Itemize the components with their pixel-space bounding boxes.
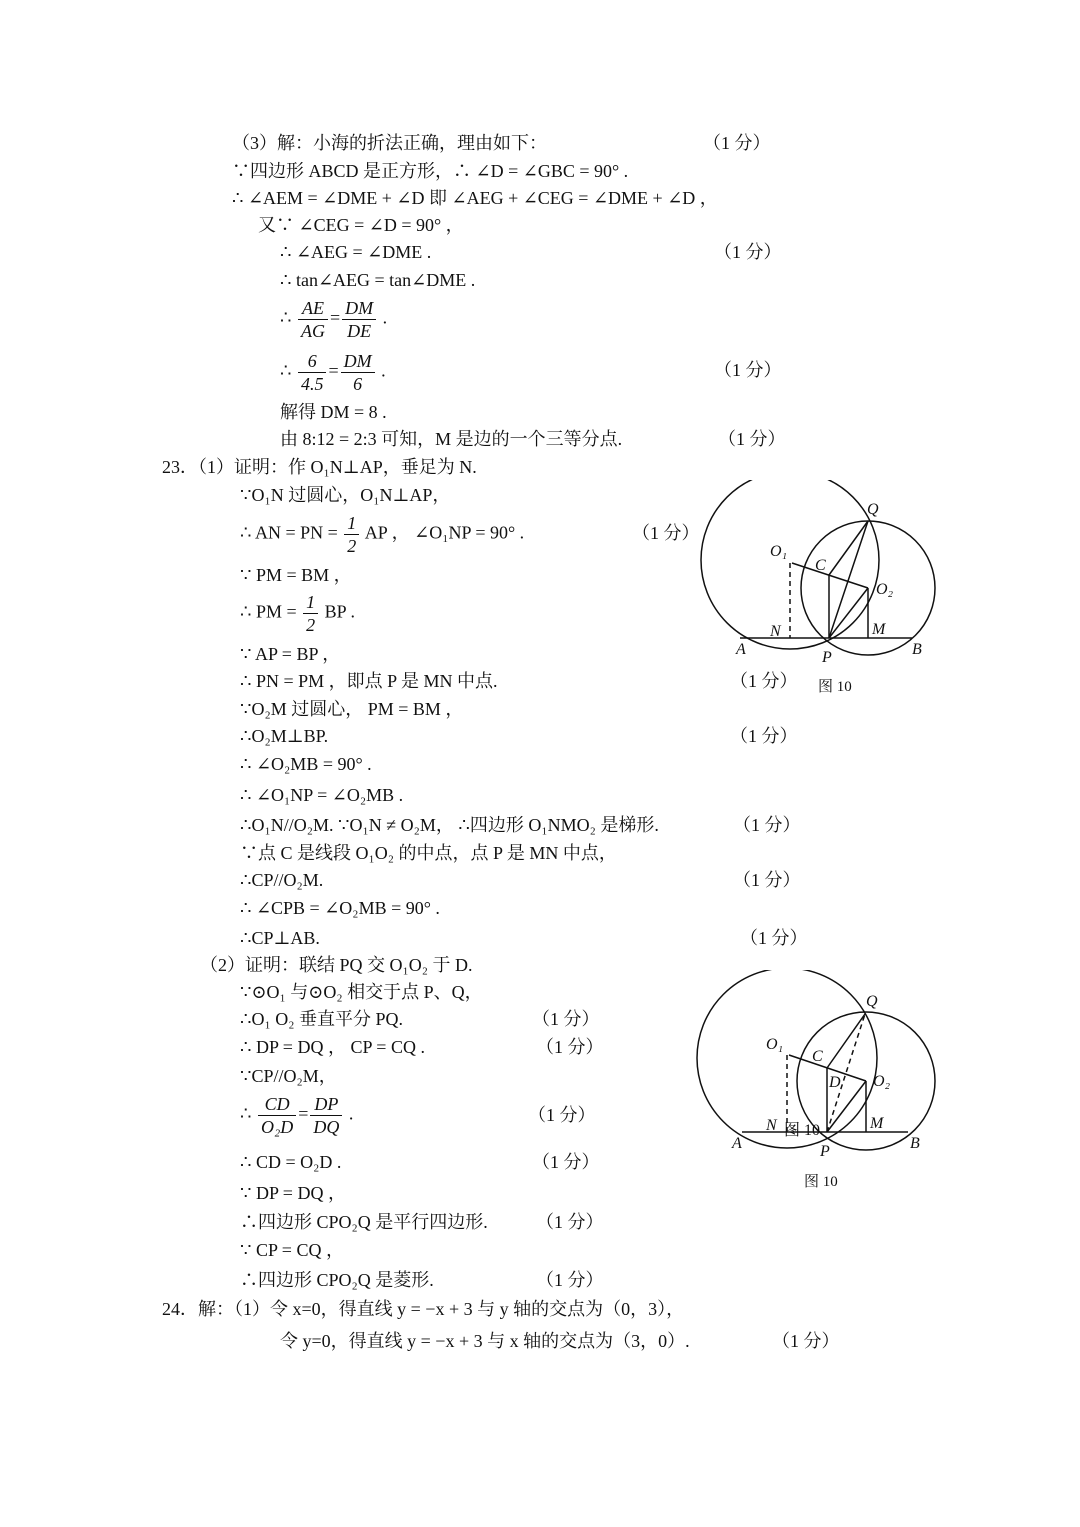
fraction-equation: ∴ $\frac{AE}{AG}$ = $\frac{DM}{DE}$ . <box>280 298 388 341</box>
proof-line: ∵O₁N 过圆心，O₁N⊥AP， <box>240 485 451 505</box>
label-d: D <box>829 1074 841 1091</box>
label-b: B <box>912 641 922 658</box>
proof-line: ∴O₁N//O₂M. ∵O₁N ≠ O₂M， ∴四边形 O₁NMO₂ 是梯形. <box>240 815 659 835</box>
proof-line: ∴ ∠CPB = ∠O₂MB = 90° . <box>240 898 440 918</box>
segment-pq <box>829 521 868 638</box>
fraction: $\frac{1}{2}$ <box>303 591 318 636</box>
proof-line: ∴ tan∠AEG = tan∠DME . <box>280 270 476 290</box>
therefore-symbol: ∴ <box>280 307 292 328</box>
label-m: M <box>870 1115 884 1132</box>
label-c: C <box>812 1048 823 1065</box>
proof-line: ∵四边形 ABCD 是正方形，∴ ∠D = ∠GBC = 90° . <box>232 161 629 181</box>
fraction: $\frac{DM}{6}$ <box>341 350 375 395</box>
fraction-equation: ∴ AN = PN = $\frac{1}{2}$ AP ， ∠O₁NP = 90° . <box>240 513 525 556</box>
score-mark: （1 分） <box>532 1009 600 1029</box>
score-mark: （1 分） <box>718 429 786 449</box>
proof-line: ∵ CP = CQ ， <box>240 1240 344 1260</box>
proof-line: ∵ PM = BM ， <box>240 565 352 585</box>
problem-24-heading: 24．解：（1）令 x=0，得直线 y = −x + 3 与 y 轴的交点为（0，3）， <box>162 1299 685 1319</box>
proof-line: ∵点 C 是线段 O₁O₂ 的中点，点 P 是 MN 中点， <box>240 843 617 863</box>
score-mark: （1 分） <box>632 523 700 543</box>
score-mark: （1 分） <box>733 870 801 890</box>
proof-line: ∴ ∠O₂MB = 90° . <box>240 754 372 774</box>
proof-line: ∵ AP = BP ， <box>240 644 341 664</box>
proof-line: ∴O₁ O₂ 垂直平分 PQ. <box>240 1009 404 1029</box>
score-mark: （1 分） <box>703 133 771 153</box>
label-q: Q <box>867 501 879 518</box>
fraction: $\frac{1}{2}$ <box>344 512 359 557</box>
proof-line: ∴CP⊥AB. <box>240 928 320 948</box>
proof-line: ∴四边形 CPO₂Q 是平行四边形. <box>240 1212 488 1232</box>
figure-caption: 图 10 <box>818 679 852 695</box>
label-q: Q <box>866 993 878 1010</box>
score-mark: （1 分） <box>536 1270 604 1290</box>
segment-qc <box>827 1014 865 1068</box>
figure-10-bottom <box>690 970 950 1170</box>
proof-line: ∴CP//O₂M. <box>240 870 324 890</box>
label-o1: O₁ <box>766 1036 784 1053</box>
label-m: M <box>872 621 886 638</box>
label-n: N <box>770 623 781 640</box>
figure-10-top <box>690 480 950 680</box>
label-p: P <box>820 1143 830 1160</box>
fraction-equation: ∴ PM = $\frac{1}{2}$ BP . <box>240 592 355 635</box>
score-mark: （1 分） <box>528 1105 596 1125</box>
label-c: C <box>815 557 826 574</box>
score-mark: （1 分） <box>733 815 801 835</box>
proof-line: ∴ CD = O₂D . <box>240 1152 342 1172</box>
label-b: B <box>910 1135 920 1152</box>
fraction: $\frac{AE}{AG}$ <box>298 297 328 342</box>
fraction: $\frac{CD}{\text{O₂D}}$ <box>258 1093 296 1138</box>
part-2-heading: （2）证明：联结 PQ 交 O₁O₂ 于 D. <box>200 955 473 975</box>
score-mark: （1 分） <box>730 726 798 746</box>
label-o2: O₂ <box>876 581 894 598</box>
proof-line: ∴ ∠O₁NP = ∠O₂MB . <box>240 785 404 805</box>
proof-line: 解得 DM = 8 . <box>280 402 387 422</box>
therefore-symbol: ∴ <box>280 360 292 381</box>
score-mark: （1 分） <box>532 1152 600 1172</box>
fraction-equation: ∴ $\frac{CD}{\text{O₂D}}$ = $\frac{DP}{DQ}$ . <box>240 1094 354 1137</box>
line-3-heading: （3）解：小海的折法正确，理由如下： <box>232 133 547 153</box>
fraction: $\frac{6}{4.5}$ <box>298 350 327 395</box>
score-mark: （1 分） <box>536 1037 604 1057</box>
label-o1: O₁ <box>770 543 788 560</box>
proof-line: ∴ PN = PM ，即点 P 是 MN 中点. <box>240 671 498 691</box>
segment-o1o2 <box>792 563 868 588</box>
overlap-caption: 图 10 <box>784 1122 821 1139</box>
problem-23-heading: 23．（1）证明：作 O₁N⊥AP，垂足为 N. <box>162 457 477 477</box>
label-o2: O₂ <box>873 1073 891 1090</box>
proof-line: ∵⊙O₁ 与⊙O₂ 相交于点 P、Q， <box>240 982 483 1002</box>
proof-line: ∴O₂M⊥BP. <box>240 726 329 746</box>
score-mark: （1 分） <box>714 242 782 262</box>
score-mark: （1 分） <box>730 671 798 691</box>
score-mark: （1 分） <box>714 360 782 380</box>
score-mark: （1 分） <box>772 1331 840 1351</box>
proof-line: ∵CP//O₂M， <box>240 1066 337 1086</box>
label-n: N <box>766 1117 777 1134</box>
proof-line: 由 8:12 = 2:3 可知，M 是边的一个三等分点. <box>280 429 623 449</box>
label-a: A <box>732 1135 742 1152</box>
proof-line: 又∵ ∠CEG = ∠D = 90° ， <box>258 215 464 235</box>
proof-line: ∴ DP = DQ ， CP = CQ . <box>240 1037 425 1057</box>
proof-line: 令 y=0，得直线 y = −x + 3 与 x 轴的交点为（3，0）. <box>280 1331 690 1351</box>
proof-line: ∵O₂M 过圆心， PM = BM ， <box>240 699 464 719</box>
fraction-equation: ∴ $\frac{6}{4.5}$ = $\frac{DM}{6}$ . <box>280 351 386 394</box>
score-mark: （1 分） <box>740 928 808 948</box>
proof-line: ∴ ∠AEG = ∠DME . <box>280 242 432 262</box>
label-p: P <box>822 649 832 666</box>
fraction: $\frac{DP}{DQ}$ <box>310 1093 342 1138</box>
figure-caption: 图 10 <box>804 1174 838 1190</box>
fraction: $\frac{DM}{DE}$ <box>342 297 376 342</box>
proof-line: ∴ ∠AEM = ∠DME + ∠D 即 ∠AEG + ∠CEG = ∠DME + ∠D ， <box>232 188 718 208</box>
segment-pq <box>827 1014 865 1132</box>
proof-line: ∴四边形 CPO₂Q 是菱形. <box>240 1270 434 1290</box>
proof-line: ∵ DP = DQ ， <box>240 1183 346 1203</box>
label-a: A <box>736 641 746 658</box>
score-mark: （1 分） <box>536 1212 604 1232</box>
